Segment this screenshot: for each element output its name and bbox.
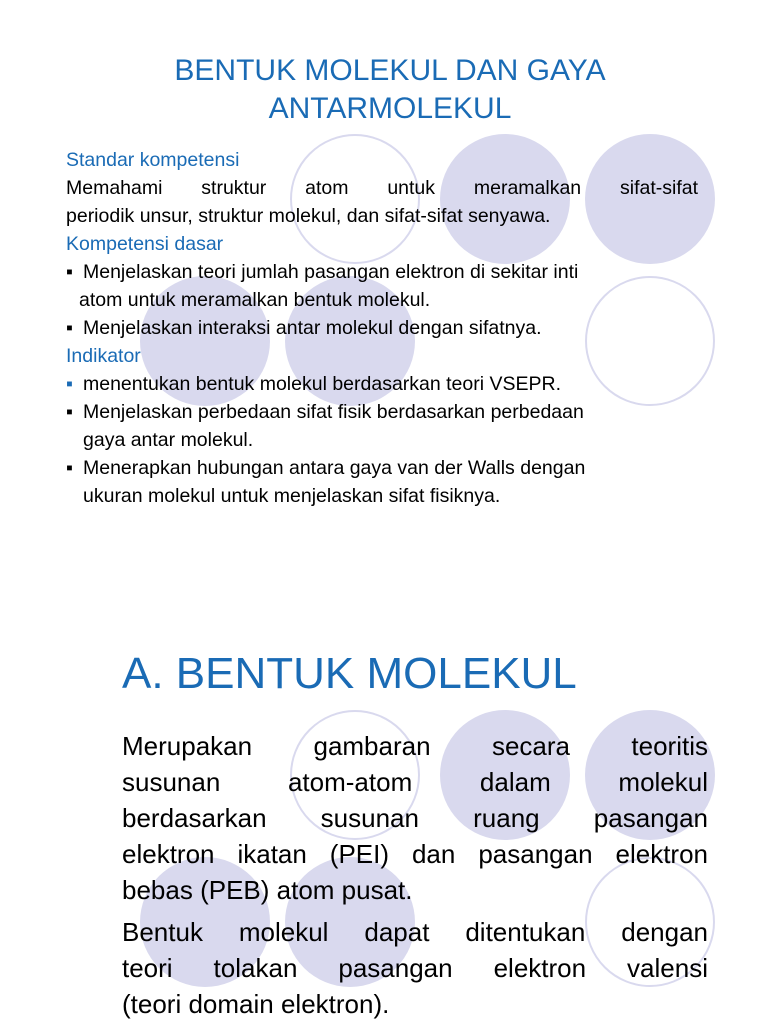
paragraph-line: bebas (PEB) atom pusat. — [122, 875, 413, 905]
slide-2 — [0, 512, 768, 1024]
list-item-text: ukuran molekul untuk menjelaskan sifat fisiknya. — [83, 485, 501, 507]
list-item — [66, 258, 698, 314]
slide-1-body — [66, 146, 698, 510]
standar-text-line: periodik unsur, struktur molekul, dan sifat-sifat senyawa. — [66, 205, 551, 227]
list-item-text: menentukan bentuk molekul berdasarkan teori VSEPR. — [83, 373, 562, 395]
paragraph-line: elektron ikatan (PEI) dan pasangan elektron — [122, 839, 708, 869]
list-item-text: atom untuk meramalkan bentuk molekul. — [79, 289, 431, 311]
standar-text-line: Memahami struktur atom untuk meramalkan sifat-sifat — [66, 177, 698, 199]
standar-heading: Standar kompetensi — [66, 149, 240, 171]
bullet-icon: ▪ — [66, 401, 73, 423]
bullet-icon: ▪ — [66, 457, 73, 479]
bullet-icon: ▪ — [66, 317, 73, 339]
paragraph-line: teori tolakan pasangan elektron valensi — [122, 953, 708, 983]
paragraph-line: susunan atom-atom dalam molekul — [122, 767, 708, 797]
list-item-text: Menjelaskan interaksi antar molekul dengan sifatnya. — [83, 317, 542, 339]
slide-2-body — [122, 728, 708, 1024]
paragraph-line: (teori domain elektron). — [122, 989, 390, 1019]
kompetensi-heading: Kompetensi dasar — [66, 233, 224, 255]
bullet-icon: ▪ — [66, 373, 73, 395]
paragraph-line: Bentuk molekul dapat ditentukan dengan — [122, 917, 708, 947]
paragraph-line: berdasarkan susunan ruang pasangan — [122, 803, 708, 833]
list-item-text: Menjelaskan perbedaan sifat fisik berdasarkan perbedaan — [83, 401, 584, 423]
title-line-1: BENTUK MOLEKUL DAN GAYA — [174, 54, 606, 87]
section-title: A. BENTUK MOLEKUL — [122, 649, 577, 698]
list-item — [66, 454, 698, 510]
list-item-text: gaya antar molekul. — [83, 429, 254, 451]
list-item — [66, 370, 698, 398]
list-item-text: Menerapkan hubungan antara gaya van der Walls dengan — [83, 457, 586, 479]
bullet-icon: ▪ — [66, 261, 73, 283]
list-item — [66, 398, 698, 454]
slide-title — [60, 52, 720, 128]
list-item-text: Menjelaskan teori jumlah pasangan elektron di sekitar inti — [83, 261, 579, 283]
paragraph — [122, 914, 708, 1022]
paragraph — [122, 728, 708, 908]
paragraph-line: Merupakan gambaran secara teoritis — [122, 731, 708, 761]
list-item — [66, 314, 698, 342]
indikator-heading: Indikator — [66, 345, 141, 367]
title-line-2: ANTARMOLEKUL — [268, 92, 512, 125]
